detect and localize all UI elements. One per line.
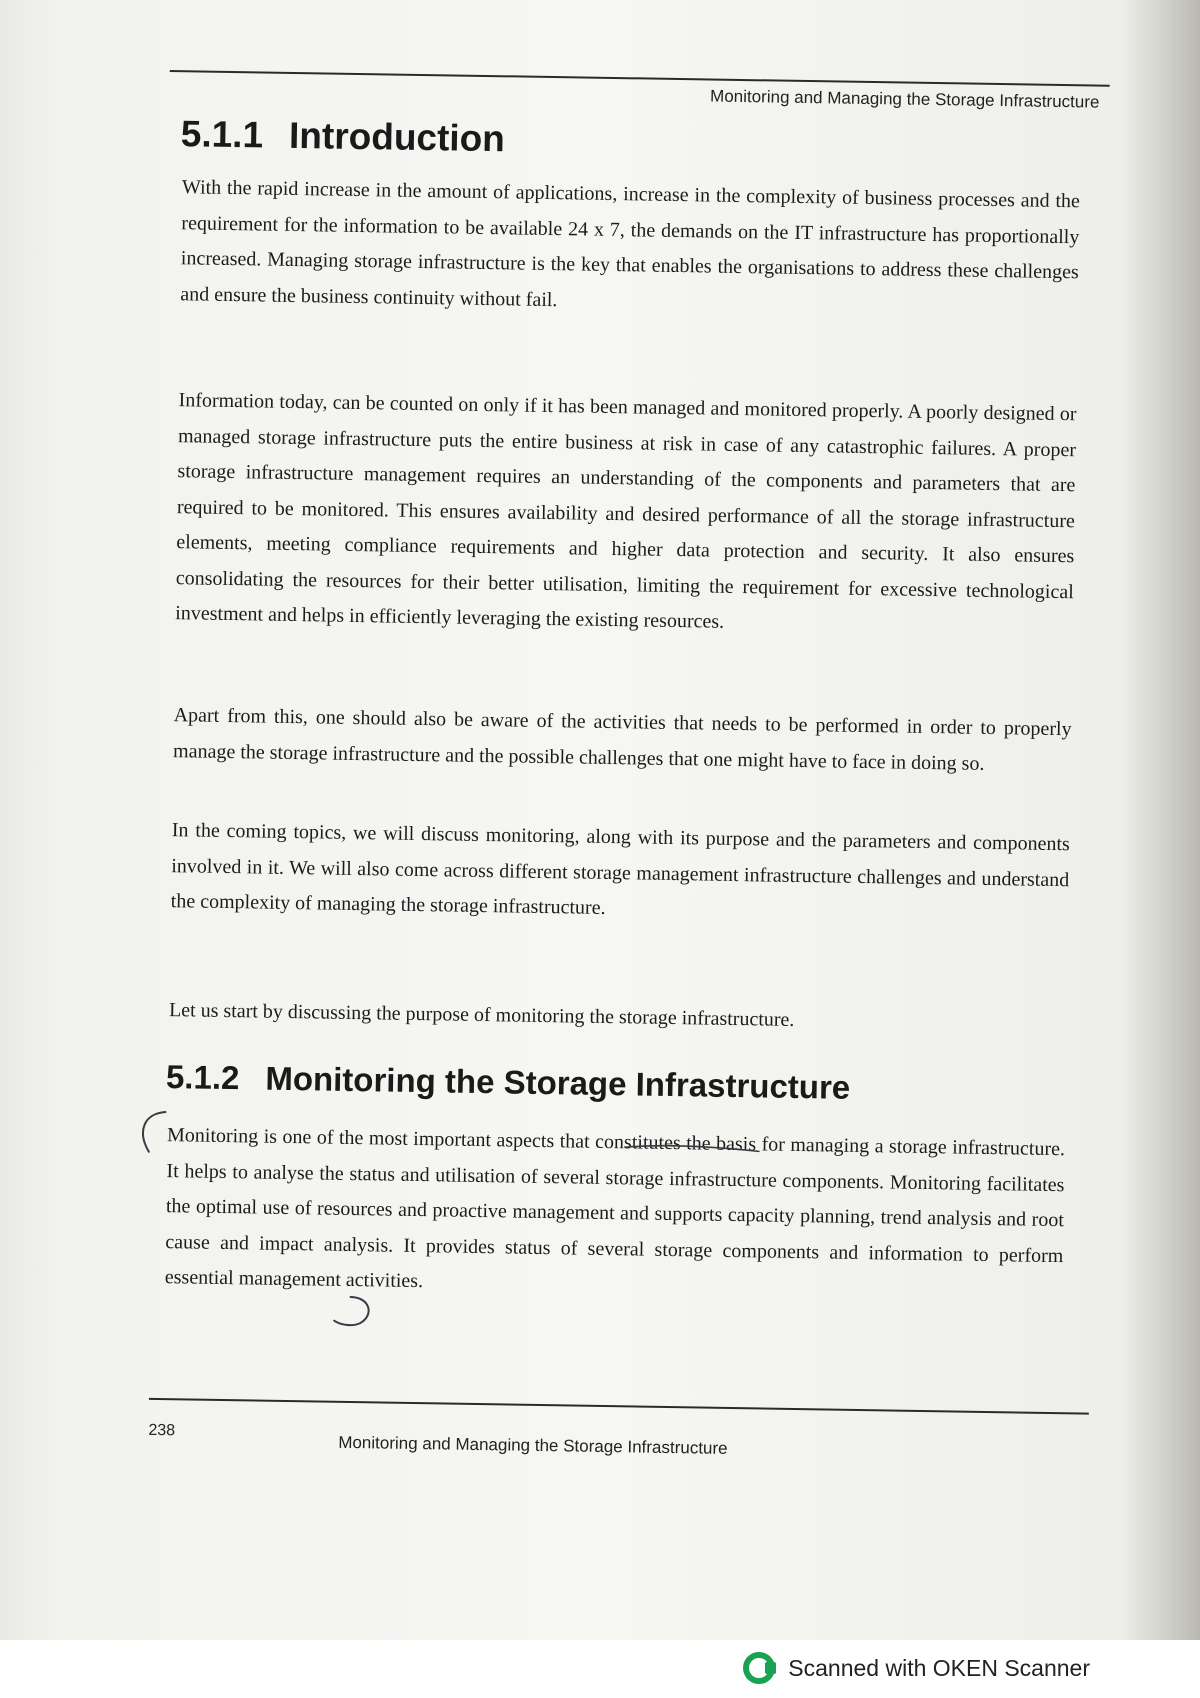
footer-rule	[149, 1398, 1089, 1415]
paragraph: Monitoring is one of the most important aspects that constitutes the basis for managing a storage infrastructure. It helps to analyse the status and utilisation of several storage infrastructure components. Monitoring facilitates the optimal use of resources and proactive management and supports capacity planning, trend analysis and root cause and impact analysis. It provides status of several storage components and information to perform essential management activities.	[164, 1124, 1066, 1293]
running-header: Monitoring and Managing the Storage Infrastructure	[709, 86, 1100, 112]
page-number: 238	[148, 1421, 176, 1440]
header-rule	[170, 70, 1110, 87]
pen-bracket-open-icon	[135, 1106, 176, 1167]
paragraph: Let us start by discussing the purpose of monitoring the storage infrastructure.	[168, 999, 795, 1031]
section-number: 5.1.1	[180, 113, 264, 156]
pen-bracket-close-icon	[330, 1291, 391, 1332]
section-heading-monitoring	[166, 1058, 851, 1107]
section-title: Introduction	[288, 114, 506, 160]
scanner-watermark	[742, 1650, 1090, 1686]
book-page	[145, 58, 1130, 1640]
running-footer: Monitoring and Managing the Storage Infrastructure	[338, 1432, 728, 1458]
section-number: 5.1.2	[165, 1058, 240, 1097]
oken-scanner-logo-icon	[742, 1650, 778, 1686]
paragraph: With the rapid increase in the amount of applications, increase in the complexity of business processes and the requirement for the information to be available 24 x 7, the demands on the IT infrastructure has proportionally increased. Managing storage infrastructure is the key that enables the organisations to address these challenges and ensure the business continuity without fail.	[180, 176, 1081, 311]
paragraph: Apart from this, one should also be aware of the activities that needs to be performed in order to properly manage the storage infrastructure and the possible challenges that one might have to face in doing so.	[172, 704, 1072, 775]
pen-underline-icon	[623, 1137, 763, 1159]
section-title: Monitoring the Storage Infrastructure	[265, 1059, 851, 1106]
watermark-text: Scanned with OKEN Scanner	[788, 1654, 1090, 1681]
paragraph: In the coming topics, we will discuss monitoring, along with its purpose and the parameters and components involved in it. We will also come across different storage management infrastructure challenges and understand the complexity of managing the storage infrastructure.	[170, 819, 1070, 919]
paragraph: Information today, can be counted on only if it has been managed and monitored properly. A poorly designed or managed storage infrastructure puts the entire business at risk in case of any catastrophic failures. A proper storage infrastructure management requires an understanding of the components and parameters that are required to be monitored. This ensures availability and desired performance of all the storage infrastructure elements, meeting compliance requirements and higher data protection and security. It also ensures consolidating the resources for their better utilisation, limiting the requirement for excessive technological investment and helps in efficiently leveraging the existing resources.	[175, 389, 1077, 633]
section-heading-introduction	[180, 113, 505, 160]
